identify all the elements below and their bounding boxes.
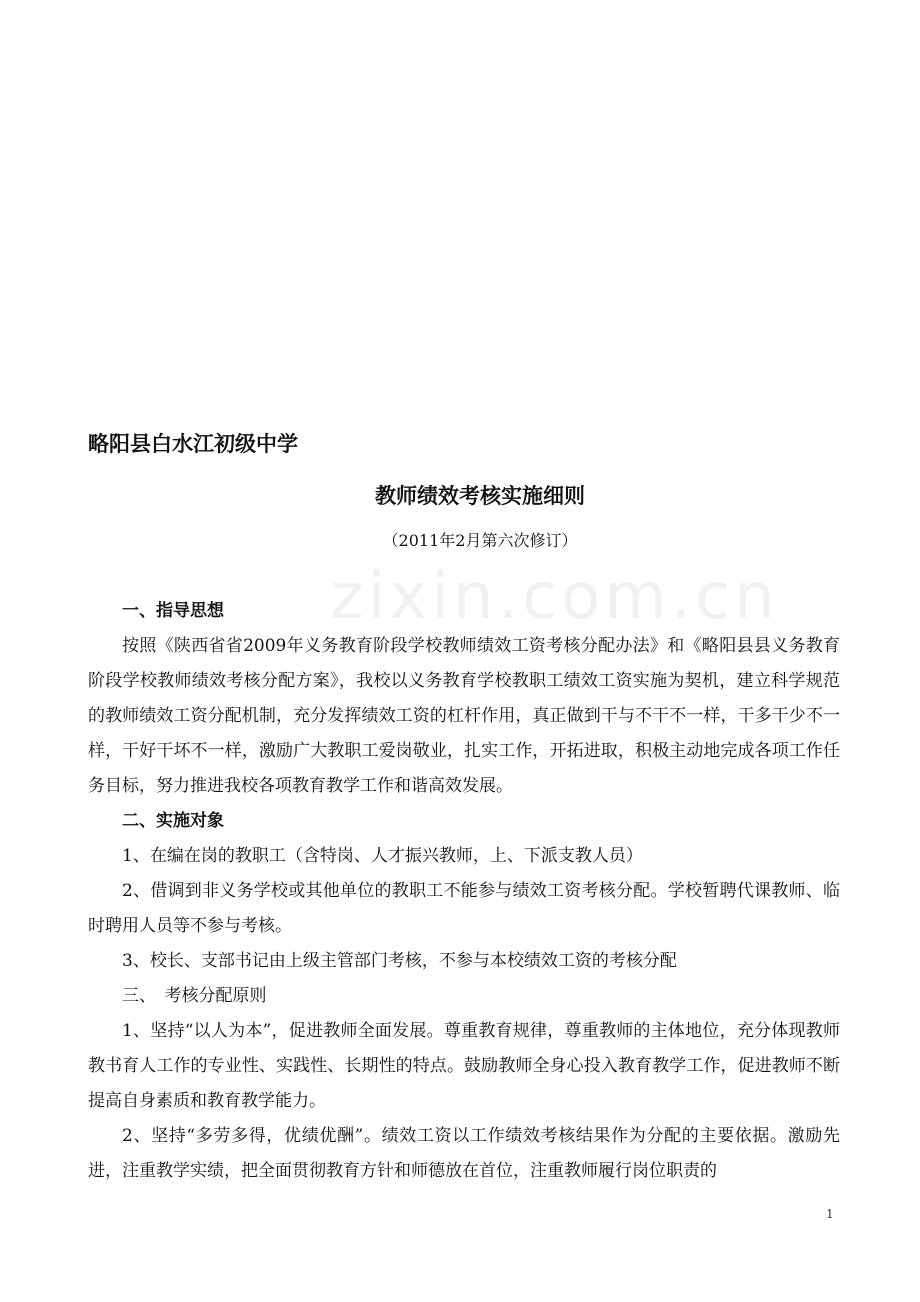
document-title: 教师绩效考核实施细则	[375, 484, 585, 508]
watermark: zixin.com.cn	[330, 560, 779, 634]
paragraph-target-2: 2、借调到非义务学校或其他单位的教职工不能参与绩效工资考核分配。学校暂聘代课教师、临时聘用人员等不参与考核。	[88, 881, 840, 936]
section-heading-guiding-ideology: 一、指导思想	[122, 601, 224, 621]
document-body	[88, 594, 840, 1189]
revision-note: （2011年2月第六次修订）	[382, 531, 578, 550]
paragraph-target-3: 3、校长、支部书记由上级主管部门考核，不参与本校绩效工资的考核分配	[122, 951, 677, 971]
section-heading-principles: 三、 考核分配原则	[122, 986, 267, 1006]
paragraph-guiding-ideology: 按照《陕西省省2009年义务教育阶段学校教师绩效工资考核分配办法》和《略阳县县义务教育阶段学校教师绩效考核分配方案》，我校以义务教育学校教职工绩效工资实施为契机，建立科学规范的教师绩效工资分配机制，充分发挥绩效工资的杠杆作用，真正做到干与不干不一样，干多干少不一样，干好干坏不一样，激励广大教职工爱岗敬业，扎实工作，开拓进取，积极主动地完成各项工作任务目标，努力推进我校各项教育教学工作和谐高效发展。	[88, 636, 840, 796]
section-heading-targets: 二、实施对象	[122, 811, 224, 831]
page-number: 1	[826, 1207, 834, 1221]
school-name: 略阳县白水江初级中学	[88, 432, 298, 456]
paragraph-target-1: 1、在编在岗的教职工（含特岗、人才振兴教师，上、下派支教人员）	[122, 846, 643, 866]
paragraph-principle-2: 2、坚持“多劳多得，优绩优酬”。绩效工资以工作绩效考核结果作为分配的主要依据。激励先进，注重教学实绩，把全面贯彻教育方针和师德放在首位，注重教师履行岗位职责的	[88, 1126, 840, 1181]
paragraph-principle-1: 1、坚持“以人为本”，促进教师全面发展。尊重教育规律，尊重教师的主体地位，充分体现教师教书育人工作的专业性、实践性、长期性的特点。鼓励教师全身心投入教育教学工作，促进教师不断提高自身素质和教育教学能力。	[88, 1021, 840, 1111]
